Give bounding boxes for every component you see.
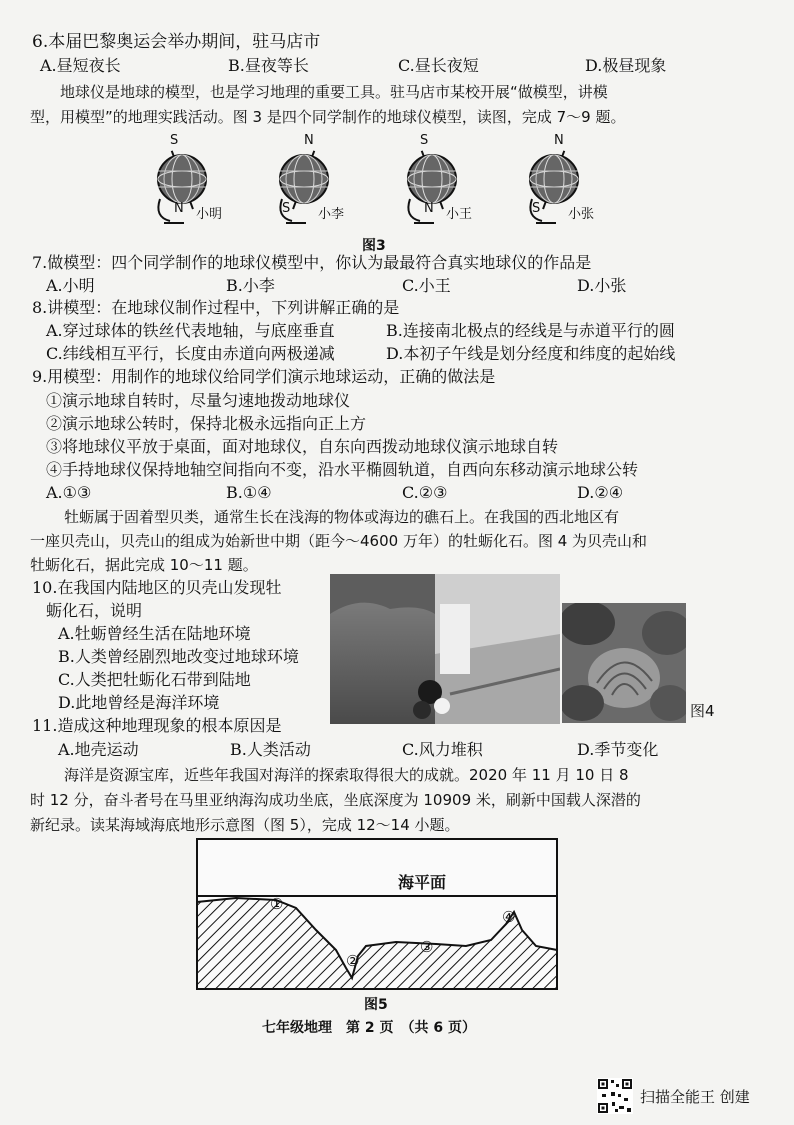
- intro2-line3: 牡蛎化石，据此完成 10～11 题。: [30, 556, 258, 574]
- qr-code-icon: [597, 1078, 633, 1114]
- q8-stem: 8.讲模型：在地球仪制作过程中，下列讲解正确的是: [32, 298, 400, 317]
- q6-option-b: B.昼夜等长: [228, 56, 309, 75]
- q7-option-d: D.小张: [577, 276, 627, 295]
- q11-option-d: D.季节变化: [577, 740, 659, 759]
- q8-option-b: B.连接南北极点的经线是与赤道平行的圆: [386, 321, 675, 340]
- globe-bottom-pole-label: S: [282, 201, 291, 216]
- intro-deep-sea: [30, 763, 770, 838]
- globe-student-name: 小明: [196, 207, 223, 222]
- q7-option-c: C.小王: [402, 276, 451, 295]
- globe-bottom-pole-label: N: [424, 201, 434, 216]
- globe-student-name: 小张: [568, 207, 595, 222]
- intro3-line1: 海洋是资源宝库，近些年我国对海洋的探索取得很大的成就。2020 年 11 月 10 日 8: [64, 766, 629, 784]
- intro-oyster-fossils: [30, 505, 770, 577]
- marker-4: ④: [502, 908, 516, 926]
- figure-3-caption: 图3: [362, 238, 386, 254]
- q11-option-a: A.地壳运动: [58, 740, 139, 759]
- q7-option-a: A.小明: [46, 276, 95, 295]
- q6-option-c: C.昼长夜短: [398, 56, 479, 75]
- globe-bottom-pole-label: N: [174, 201, 184, 216]
- globe-model-2: [272, 133, 352, 232]
- scanner-watermark: 扫描全能王 创建: [640, 1088, 750, 1106]
- q10-option-d: D.此地曾经是海洋环境: [58, 693, 220, 712]
- intro2-line2: 一座贝壳山，贝壳山的组成为始新世中期（距今～4600 万年）的牡蛎化石。图 4 为贝壳山和: [30, 532, 648, 550]
- q8-option-d: D.本初子午线是划分经度和纬度的起始线: [386, 344, 676, 363]
- globe-top-pole-label: S: [420, 133, 429, 148]
- q10-option-b: B.人类曾经剧烈地改变过地球环境: [58, 647, 299, 666]
- q9-stem: 9.用模型：用制作的地球仪给同学们演示地球运动，正确的做法是: [32, 367, 496, 386]
- sea-level-label: 海平面: [398, 873, 447, 892]
- page-footer: 七年级地理 第 2 页 （共 6 页）: [262, 1020, 476, 1036]
- q9-statement-3: ③将地球仪平放于桌面，面对地球仪，自东向西拨动地球仪演示地球自转: [46, 437, 559, 456]
- q10-option-c: C.人类把牡蛎化石带到陆地: [58, 670, 251, 689]
- globe-model-4: [522, 133, 602, 232]
- marker-3: ③: [420, 938, 434, 956]
- marker-1: ①: [270, 895, 284, 913]
- globe-top-pole-label: N: [304, 133, 314, 148]
- q9-statement-2: ②演示地球公转时，保持北极永远指向正上方: [46, 414, 367, 433]
- figure-4-caption: 图4: [690, 702, 715, 720]
- q9-option-b: B.①④: [226, 483, 272, 502]
- q8-option-a: A.穿过球体的铁丝代表地轴，与底座垂直: [46, 321, 335, 340]
- q6-option-d: D.极昼现象: [585, 56, 667, 75]
- globe-top-pole-label: N: [554, 133, 564, 148]
- intro3-line2: 时 12 分，奋斗者号在马里亚纳海沟成功坐底，坐底深度为 10909 米，刷新中国载人深潜的: [30, 791, 641, 809]
- q7-option-b: B.小李: [226, 276, 275, 295]
- q10-option-a: A.牡蛎曾经生活在陆地环境: [58, 624, 251, 643]
- globe-top-pole-label: S: [170, 133, 179, 148]
- q9-statement-1: ①演示地球自转时，尽量匀速地拨动地球仪: [46, 391, 351, 410]
- globe-bottom-pole-label: S: [532, 201, 541, 216]
- globe-model-3: [400, 133, 480, 232]
- marker-2: ②: [346, 952, 360, 970]
- q8-option-c: C.纬线相互平行，长度由赤道向两极递减: [46, 344, 335, 363]
- intro1-line2: 型，用模型”的地理实践活动。图 3 是四个同学制作的地球仪模型，读图，完成 7～9 题。: [30, 108, 626, 126]
- q9-option-c: C.②③: [402, 483, 448, 502]
- globe-student-name: 小王: [446, 207, 473, 222]
- q9-option-a: A.①③: [46, 483, 92, 502]
- q11-option-b: B.人类活动: [230, 740, 311, 759]
- globe-model-1: [150, 133, 230, 232]
- intro2-line1: 牡蛎属于固着型贝类，通常生长在浅海的物体或海边的礁石上。在我国的西北地区有: [64, 508, 620, 526]
- q11-stem: 11.造成这种地理现象的根本原因是: [32, 716, 282, 735]
- q9-statement-4: ④手持地球仪保持地轴空间指向不变，沿水平椭圆轨道，自西向东移动演示地球公转: [46, 460, 639, 479]
- intro1-line1: 地球仪是地球的模型，也是学习地理的重要工具。驻马店市某校开展“做模型，讲模: [60, 83, 608, 101]
- intro3-line3: 新纪录。读某海域海底地形示意图（图 5），完成 12～14 小题。: [30, 816, 460, 834]
- q7-stem: 7.做模型：四个同学制作的地球仪模型中，你认为最最符合真实地球仪的作品是: [32, 253, 592, 272]
- q10-stem-line1: 10.在我国内陆地区的贝壳山发现牡: [32, 578, 282, 597]
- intro-globe-activity: [30, 80, 770, 130]
- q9-option-d: D.②④: [577, 483, 624, 502]
- q6-stem: 6.本届巴黎奥运会举办期间，驻马店市: [32, 32, 321, 52]
- globe-student-name: 小李: [318, 207, 345, 222]
- oyster-fossil-photo: [562, 603, 686, 723]
- q11-option-c: C.风力堆积: [402, 740, 483, 759]
- q6-option-a: A.昼短夜长: [40, 56, 121, 75]
- q10-stem-line2: 蛎化石，说明: [46, 601, 143, 620]
- shell-mountain-photo: [330, 574, 560, 724]
- figure-5-caption: 图5: [364, 997, 388, 1013]
